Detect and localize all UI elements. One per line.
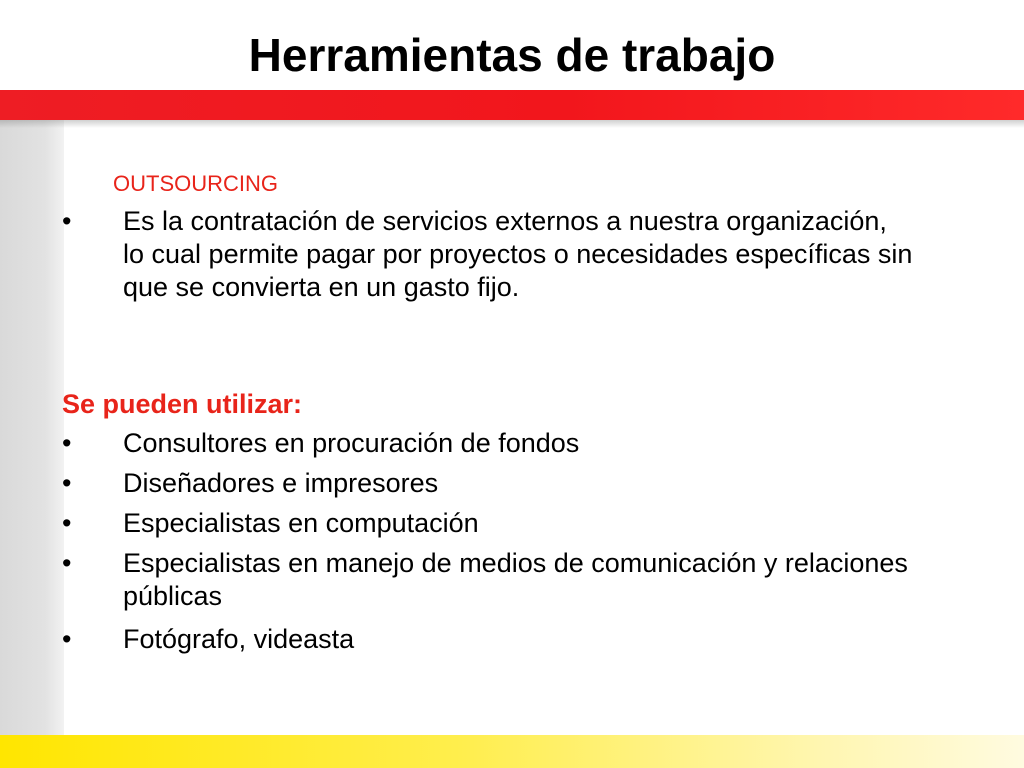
subheading-outsourcing: OUTSOURCING [113, 171, 278, 196]
definition-bullet [62, 205, 962, 304]
definition-text: Es la contratación de servicios externos a nuestra organización, lo cual permite pagar por proyectos o necesidades específicas sin que se convierta en un gasto fijo. [123, 206, 913, 302]
slide-title: Herramientas de trabajo [248, 29, 776, 81]
list-item-text: Diseñadores e impresores [123, 468, 439, 498]
left-gray-bar [0, 118, 64, 768]
list-item [62, 623, 962, 656]
list-item [62, 427, 962, 460]
bullet-marker: • [62, 428, 72, 458]
bullet-marker: • [62, 468, 72, 498]
list-item-text: Especialistas en manejo de medios de comunicación y relaciones públicas [123, 548, 908, 611]
bullet-marker: • [62, 206, 72, 236]
list-item-text: Fotógrafo, videasta [123, 624, 355, 654]
list-item [62, 547, 962, 613]
yellow-footer-band [0, 735, 1024, 768]
section-heading: Se pueden utilizar: [62, 389, 303, 419]
list-item [62, 507, 962, 540]
list-item-text: Especialistas en computación [123, 508, 479, 538]
list-item [62, 467, 962, 500]
bullet-marker: • [62, 624, 72, 654]
list-item-text: Consultores en procuración de fondos [123, 428, 580, 458]
bullet-marker: • [62, 548, 72, 578]
red-header-band [0, 90, 1024, 120]
bullet-marker: • [62, 508, 72, 538]
header-band-shadow [0, 120, 1024, 128]
